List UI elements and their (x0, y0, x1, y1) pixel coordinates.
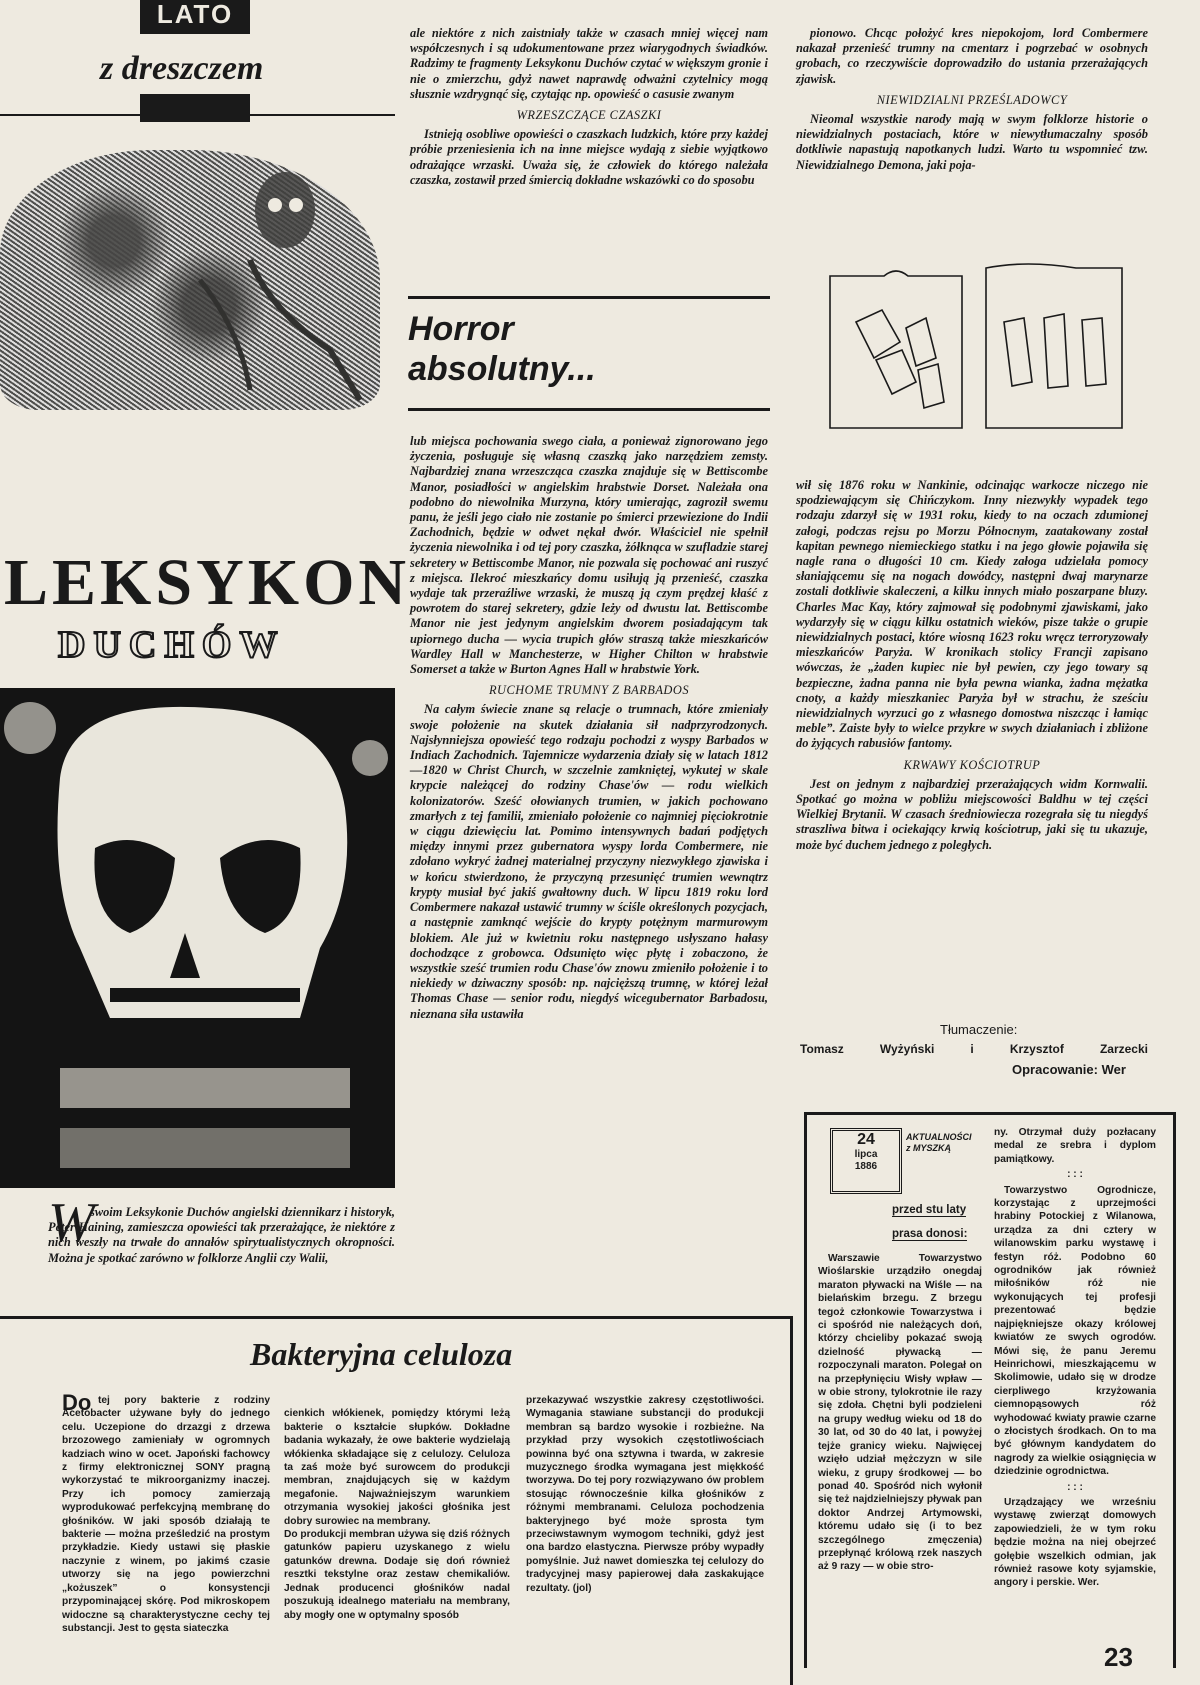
col-top-middle (410, 26, 768, 188)
aktual-col-2-b: Towarzystwo Ogrodnicze, korzystając z uprzejmości hrabiny Potockiej z Wilanowa, urządza za dni cztery w wilanowskim parku wystawę i festyn róż. Podobno 60 ogrodników jak również miłośników róż nie wykonujących tej profesji prezentować będzie najpiękniejsze okazy królowej kwiatów ze swych ogrodów. Mówi się, że panu Jeremu Heinrichowi, mieszkającemu w Skolimowie, udało się w drodze cierpliwego krzyżowania ciemnopąsowych róż wyhodować kwiaty prawie czarne o złocistych środkach. On to ma być głównym kandydatem do nagrody za wielkie osiągnięcia w dziedzinie ogrodnictwa. (994, 1184, 1156, 1478)
aktual-date-month: lipca (854, 1149, 878, 1160)
bakt-col-3-text: przekazywać wszystkie zakresy częstotliwości. Wymagania stawiane substancji do produkcji membran są bardzo wysokie i rozbieżne. Na przykład przy wysokich częstotliwościach powinna być ona sztywna i twarda, w zakresie muzycznego środka wymagana jest miękkość tworzywa. Do tej pory rozwiązywano ów problem stosując równocześnie kilka głośników z różnymi membranami. Celuloza pochodzenia bakteryjnego być może sprosta tym przeciwstawnym wymogom techniki, gdyż jest ona bardzo elastyczna. Pierwsze próby wypadły pomyślnie. Już nawet domieszka tej celulozy do tradycyjnej masy papierowej dała zaskakujące rezultaty. (jol) (526, 1395, 764, 1594)
col-middle (410, 434, 768, 1022)
intro-paragraph: swoim Leksykonie Duchów angielski dziennikarz i historyk, Peter Haining, zamieszcza opowieści tak przerażające, że niektóre z nich weszły na trwałe do annałów spirytualistycznych okropności. Można je spotkać zarówno w folklorze Anglii czy Walii, (48, 1205, 395, 1265)
credits-opracowanie: Opracowanie: Wer (1012, 1062, 1126, 1077)
aktual-date-day: 24 (857, 1131, 875, 1148)
bakt-col-3 (526, 1394, 764, 1595)
credits-translators (800, 1042, 1148, 1056)
credits-label: Tłumaczenie: (940, 1022, 1018, 1037)
intro-dropcap: W (48, 1192, 95, 1254)
col-right-paragraph: wił się 1876 roku w Nankinie, odcinając warkocze niczego nie spodziewającym się Chińczykom. Inny niezwykły wypadek tego rodzaju zdarzył się w 1931 roku, kiedy to na oczach zdumionej załogi, podczas rejsu po Morzu Północnym, zaatakowany został kapitan pewnego niemieckiego statku i na jego głowie pojawiła się nagle rana o długości 10 cm. Kiedy załoga udzielała pomocy słaniającemu się na nogach dowódcy, następni dwaj marynarze zostali dotkliwie skaleczeni, a kilku innych miało poszarpane bluzy. Charles Mac Kay, który zajmował się podobnymi zjawiskami, jako wydarzyły się w ciągu kilku ostatnich wieków, pisze także o grupie niewidzialnych postaci, które wiosną 1623 roku wręcz terroryzowały mieszkańców Paryża. W kronikach stolicy Francji zapisano wówczas, że „żaden kupiec nie był pewien, czy jego towary są bezpieczne, żadna panna nie była pewna wianka, żadna mężatka cnoty, a każdy mieszkaniec Paryża był w strachu, że sześciu niewidzialnych wyrzuci go z własnego domostwa niszcząc i łamiąc meble”. Zaiste były to wielce przykre w swych działaniach i zbliżone do żyjących rabusiów fantomy. (796, 478, 1148, 751)
kosciotrup-paragraph: Jest on jednym z najbardziej przerażających widm Kornwalii. Spotkać go można w pobliżu miejscowości Baldhu w tej części Wielkiej Brytanii. W czasach średniowiecza rozegrała się tu niegdyś straszliwa bitwa i ociekający krwią kościotrup, jaki się tu ukazuje, może być duchem jednego z poległych. (796, 776, 1148, 852)
bakt-col-2-text: cienkich włókienek, pomiędzy którymi leżą bakterie o kształcie słupków. Dokładne badania wykazały, że owe bakterie wydzielają włókienka składające się z celulozy. Celuloza ta zaś może być surowcem do produkcji membran, znajdujących się w każdym megafonie. Najważniejszym warunkiem otrzymania wysokiej jakości głośnika jest dobry surowiec na membrany. Do produkcji membran używa się dziś różnych gatunków papieru uzyskanego z wielu gatunków drewna. Dodaje się doń również resztki tekstylne oraz zestaw chemikaliów. Jednak producenci głośników nadal poszukują idealnego materiału na membrany, aby mogły one w optymalny sposób (284, 1408, 510, 1621)
kicker-label: LATO (156, 0, 234, 29)
subheading-kosciotrup: KRWAWY KOŚCIOTRUP (903, 757, 1041, 772)
subheading-trumny: RUCHOME TRUMNY Z BARBADOS (488, 683, 690, 698)
bakt-col-2 (284, 1394, 510, 1622)
col-top-right (796, 26, 1148, 173)
aktual-col-2 (994, 1126, 1156, 1590)
page-number: 23 (1104, 1642, 1133, 1672)
bakt-title: Bakteryjna celuloza (250, 1336, 513, 1372)
aktual-logo: AKTUALNOŚCI z MYSZKĄ (906, 1132, 972, 1153)
bakt-col-1-text: tej pory bakterie z rodziny Acetobacter używane były do jednego celu. Uczepione do drzazgi z drzewa brzozowego zamieniały w ogromnych kadziach wino w ocet. Japoński fachowcy z firmy elektronicznej SONY pragną wykorzystać te mikroorganizmy inaczej. Przy ich pomocy zamierzają wyprodukować perfekcyjną membranę do głośników. W jaki sposób działają te bakterie — można prześledzić na prostym przykładzie. Kiedy ustawi się płaskie naczynie z winem, po jakimś czasie utworzy się na jego powierzchni „kożuszek” o konsystencji przypominającej skórę. Pod mikroskopem widoczne są charakterystyczne cechy tej substancji. Jest to gęsta siateczka (62, 1395, 270, 1634)
aktual-separator: : : : (1067, 1481, 1083, 1493)
aktual-col-2-a: ny. Otrzymał duży pozłacany medal ze srebra i dyplom pamiątkowy. (994, 1127, 1156, 1165)
main-title-sub: DUCHÓW (58, 624, 286, 666)
section-divider (0, 1316, 790, 1319)
col-top-middle-paragraph: ale niektóre z nich zaistniały także w czasach mniej więcej nam współczesnych i są udokumentowane przez wiarygodnych świadków. Radzimy te fragmenty Leksykonu Duchów czytać w większym gronie i nie o zmierzchu, gdyż nawet naprawdę odważni czytelnicy mogą słusznie wzdrygnąć się, czytając np. opowieść o casusie zwanym (410, 26, 768, 101)
horror-heading-2: absolutny... (408, 350, 596, 388)
aktual-separator: : : : (1067, 1169, 1083, 1181)
horror-rule-bottom (408, 408, 770, 411)
credit-name: Tomasz (800, 1042, 844, 1056)
credit-name: Wyżyński (879, 1042, 935, 1056)
subheading-czaszki: WRZESZCZĄCE CZASZKI (516, 108, 662, 123)
bakt-col-1 (62, 1390, 270, 1635)
subheading-niewidzialni: NIEWIDZIALNI PRZEŚLADOWCY (876, 92, 1068, 107)
credit-name: i (970, 1042, 974, 1056)
aktual-heading-2: prasa donosi: (892, 1228, 968, 1240)
intro-text (48, 1205, 395, 1266)
aktual-col-1-text: Warszawie Towarzystwo Wioślarskie urządziło onegdaj maraton pływacki na Wiśle — na bielańskim brzegu. Z brzegu tegoż członkowie Towarzystwa i ci spośród nie należących doń, którzy chcieliby pokazać swoją dzielność pływacką — rozpoczynali maraton. Polegał on na przepłynięciu Wisły wpław — w obie strony, tylokrotnie ile razy się zdoła. Chętni byli podzieleni na grupy według wieku od 18 do 30 lat, od 30 do 40 lat, i powyżej tejże granicy wieku. Najwięcej wzięło udział mężczyzn w sile wieku, z grupy środkowej — bo ponad 40. Spośród nich wyłonił się też najdzielniejszy pływak pan doktor Andrzej Artymowski, któremu udało się (i to bez szczególnego zmęczenia) przepłynąć królową rzek naszych aż 9 razy — w obie stro- (818, 1253, 982, 1573)
aktual-heading-1: przed stu laty (892, 1204, 967, 1216)
credit-name: Krzysztof (1009, 1042, 1064, 1056)
col-middle-paragraph: lub miejsca pochowania swego ciała, a ponieważ zignorowano jego życzenia, posługuje się własną czaszką jako narzędziem zemsty. Najbardziej znana wrzeszcząca czaszka znajduje się w Bettiscombe Manor, posiadłości w angielskim hrabstwie Dorset. Należała ona podobno do niewolnika Murzyna, który umierając, zagroził swemu panu, że jeśli jego ciało nie zostanie po śmierci przewiezione do Indii Zachodnich, będzie w odwet nękał dwór. Właściciel nie spełnił życzenia niewolnika i od tej pory czaszka, żółknąca w szufladzie starej sekretery w Bettiscombe Manor, nie pozwala się pochować ani ruszyć z miejsca. Ilekroć mieszkańcy domu usiłują ją przenieść, czaszka wydaje tak przeraźliwe wrzaski, że muszą ją czym prędzej kłaść z powrotem do starej sekretery, gdzie leży od dwustu lat. Bettiscombe Manor nie jest jedynym angielskim dworem posiadającym tak upiornego ducha — wycia trupich głów straszą także mieszkańców Wardley Hall w Manchesterze, w Higher Chilton w hrabstwie Somerset a także w Burton Agnes Hall w hrabstwie York. (410, 434, 768, 677)
skeleton-illustration (0, 150, 380, 410)
aktual-date-badge (830, 1128, 902, 1194)
bakt-dropcap: Do (62, 1390, 92, 1415)
kicker-rule (0, 114, 395, 116)
kicker-subtitle: z dreszczem (100, 50, 264, 87)
skull-illustration (0, 688, 395, 1188)
section-divider-vertical (790, 1316, 793, 1685)
kicker-bar (140, 94, 250, 122)
credit-name: Zarzecki (1099, 1042, 1148, 1056)
aktual-col-1 (818, 1252, 982, 1574)
horror-heading-1: Horror (408, 310, 514, 348)
horror-rule-top (408, 296, 770, 299)
aktual-col-2-c: Urządzający we wrześniu wystawę zwierząt domowych zapowiedzieli, że w tym roku będzie można na niej obejrzeć gołębie wszelkich odmian, jak również rasowe koty syjamskie, angory i perskie. Wer. (994, 1496, 1156, 1589)
main-title: LEKSYKON (4, 546, 411, 619)
col-right (796, 478, 1148, 853)
coffins-illustration (826, 262, 1126, 432)
aktual-date-year: 1886 (854, 1161, 878, 1172)
czaszki-paragraph: Istnieją osobliwe opowieści o czaszkach ludzkich, które przy każdej próbie przeniesienia ich na inne miejsce wydają z siebie wyjątkowo odrażające wrzaski. Uważa się, że człowiek do którego należała czaszka, zostawił przed śmiercią dokładne wskazówki co do sposobu (410, 127, 768, 187)
niewidzialni-paragraph: Nieomal wszystkie narody mają w swym folklorze historie o niewidzialnych postaciach, które w niewytłumaczalny sposób dotkliwie napastują napotkanych ludzi. Warto tu wspomnieć tzw. Niewidzialnego Demona, jaki poja- (796, 112, 1148, 172)
col-top-right-paragraph: pionowo. Chcąc położyć kres niepokojom, lord Combermere nakazał przenieść trumny na cmentarz i pogrzebać w osobnych grobach, co rzeczywiście doprowadziło do ustania przerażających zjawisk. (796, 26, 1148, 86)
trumny-paragraph: Na całym świecie znane są relacje o trumnach, które zmieniały swoje położenie na skutek działania sił nadprzyrodzonych. Najsłynniejsza opowieść tego rodzaju pochodzi z wyspy Barbados w Indiach Zachodnich. Tajemnicze wydarzenia działy się w latach 1812—1820 w Christ Church, w szczelnie zamkniętej, wykutej w skale krypcie należącej do rodziny Chase'ów — rodu wielkich kolonizatorów. Sześć ołowianych trumien, w jakich pochowano zmarłych z tej familii, zmieniało położenie co najmniej pięciokrotnie w ciągu dziewięciu lat. Pomimo intensywnych badań podjętych między innymi przez gubernatora wyspy lorda Combermere, nie zdołano wykryć żadnej materialnej przyczyny niezwykłego zjawiska i w końcu stwierdzono, że przyczyną przesunięć trumien wewnątrz krypty musiał być jakiś gwałtowny duch. W lipcu 1819 roku lord Combermere nakazał ustawić trumny w ściśle określonych pozycjach, a następnie zamknąć wejście do krypty potężnym marmurowym blokiem. Ale już w kwietniu roku następnego usłyszano hałasy dochodzące z grobowca. Odsunięto więc płytę i zobaczono, że wszystkie sześć trumien rodu Chase'ów znowu zmieniło położenie i to niekiedy w dziwaczny sposób: np. najcięższą trumnę, w której leżał Thomas Chase — senior rodu, niegdyś wicegubernator Barbadosu, nieznana siła ustawiła (410, 702, 768, 1021)
kicker-block (140, 0, 250, 34)
